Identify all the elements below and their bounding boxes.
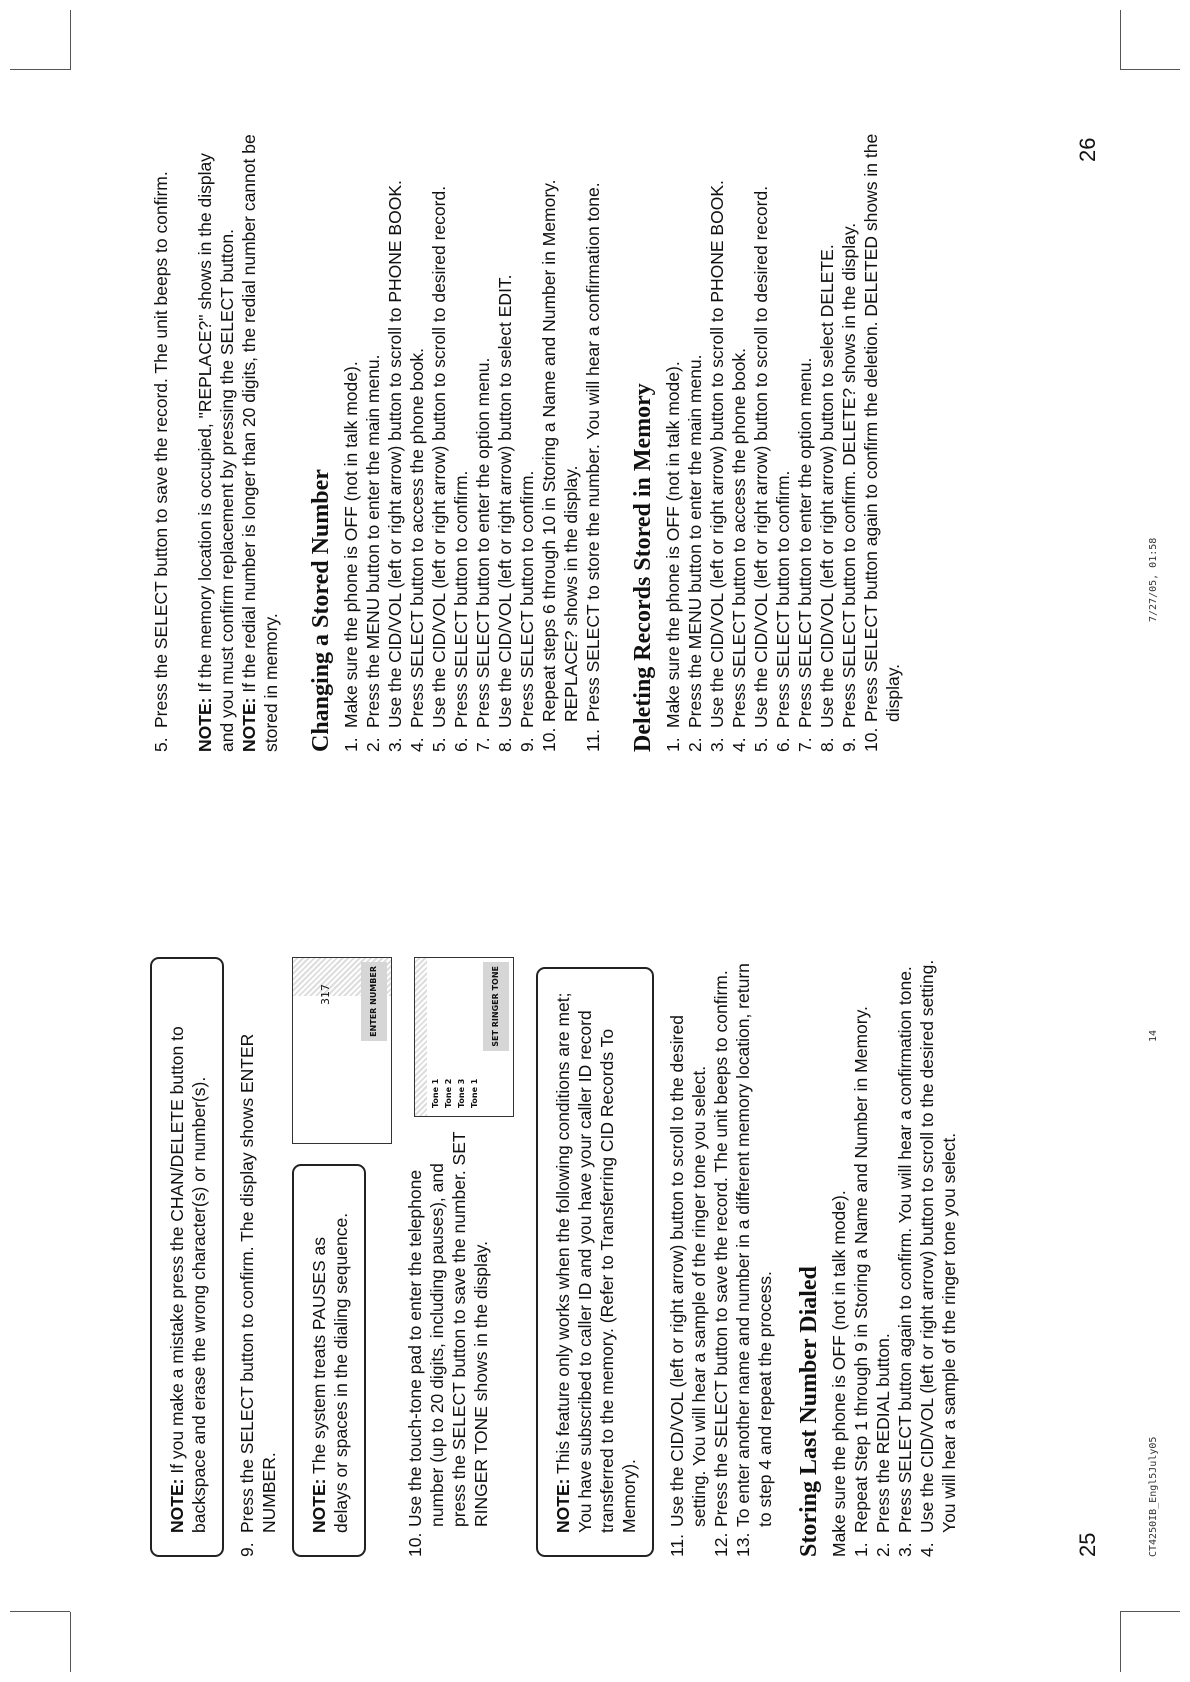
lcd-tone-item: Tone 2 xyxy=(444,1078,453,1108)
lcd-shading xyxy=(415,958,427,1116)
storing-intro: Make sure the phone is OFF (not in talk mode). xyxy=(829,1190,849,1557)
right-page xyxy=(150,132,904,752)
deleting-step: 1. Make sure the phone is OFF (not in talk mode). xyxy=(663,361,683,752)
crop-mark xyxy=(1120,10,1121,70)
note-pauses-box: NOTE: The system treats PAUSES as delays or spaces in the dialing sequence. xyxy=(292,1164,366,1557)
deleting-step: 2. Press the MENU button to enter the main menu. xyxy=(685,354,705,752)
changing-steps xyxy=(340,132,604,752)
lcd-header: ENTER NUMBER xyxy=(361,962,387,1041)
changing-step: 11. Press SELECT to store the number. You will hear a confirmation tone. xyxy=(583,182,603,752)
lcd-tone-item: Tone 3 xyxy=(457,1078,466,1108)
lcd-digits: 317 xyxy=(319,984,332,1005)
page-number-right: 26 xyxy=(1075,137,1100,162)
changing-step: 1. Make sure the phone is OFF (not in talk mode). xyxy=(341,361,361,752)
deleting-steps xyxy=(662,132,904,752)
crop-mark xyxy=(1120,1612,1121,1672)
note-backspace-box xyxy=(150,957,224,1557)
lcd-enter-number xyxy=(292,957,392,1144)
note-redial: NOTE: If the redial number is longer than 20 digits, the redial number cannot be stored in memory. xyxy=(239,134,281,752)
footer-date: 7/27/05, 01:58 xyxy=(1148,537,1159,622)
deleting-step: 5. Use the CID/VOL (left or right arrow) button to scroll to desired record. xyxy=(751,185,771,752)
footer-file: CT4250IB_Engl5July05 xyxy=(1148,1436,1159,1557)
crop-mark xyxy=(1120,1611,1180,1612)
heading-deleting-records: Deleting Records Stored in Memory xyxy=(630,383,656,752)
crop-mark xyxy=(1120,69,1180,70)
step-13: 13. To enter another name and number in a different memory location, return to step 4 and repeat the process. xyxy=(733,963,775,1557)
heading-storing-last-number: Storing Last Number Dialed xyxy=(796,1266,822,1557)
pauses-row xyxy=(292,957,392,1557)
storing-steps xyxy=(850,957,960,1557)
step-5: 5. Press the SELECT button to save the record. The unit beeps to confirm. xyxy=(151,171,171,752)
deleting-step: 6. Press SELECT button to confirm. xyxy=(773,470,793,752)
crop-mark xyxy=(70,10,71,70)
deleting-step: 10. Press SELECT button again to confirm the deletion. DELETED shows in the display. xyxy=(861,133,903,752)
note-replace: NOTE: If the memory location is occupied, "REPLACE?" shows in the display and you must confirm replacement by pressing the SELECT button. xyxy=(195,153,237,752)
crop-mark xyxy=(70,1612,71,1672)
page-number-left: 25 xyxy=(1075,1532,1100,1557)
changing-step: 4. Press SELECT button to access the phone book. xyxy=(407,347,427,752)
lcd-tone-item: Tone 1 xyxy=(431,1078,440,1108)
step-9: 9. Press the SELECT button to confirm. The display shows ENTER NUMBER. xyxy=(237,1033,279,1557)
steps-11-13 xyxy=(666,957,776,1557)
storing-step: 4. Use the CID/VOL (left or right arrow) button to scroll to the desired setting. You will hear a sample of the ringer tone you select. xyxy=(917,959,959,1557)
changing-step: 6. Press SELECT button to confirm. xyxy=(451,470,471,752)
note-label: NOTE: xyxy=(167,1478,187,1533)
step-11: 11. Use the CID/VOL (left or right arrow) button to scroll to the desired setting. You will hear a sample of the ringer tone you select. xyxy=(667,1015,709,1557)
lcd-header: SET RINGER TONE xyxy=(483,962,509,1051)
deleting-step: 8. Use the CID/VOL (left or right arrow) button to select DELETE. xyxy=(817,244,837,752)
crop-mark xyxy=(10,69,70,70)
deleting-step: 9. Press SELECT button to confirm. DELETE? shows in the display. xyxy=(839,222,859,752)
changing-step: 8. Use the CID/VOL (left or right arrow) button to select EDIT. xyxy=(495,274,515,752)
left-page xyxy=(150,957,960,1557)
changing-step: 7. Press SELECT button to enter the option menu. xyxy=(473,357,493,752)
note-text: If you make a mistake press the CHAN/DELETE button to backspace and erase the wrong character(s) or number(s). xyxy=(167,1026,209,1533)
step-10: 10. Use the touch-tone pad to enter the telephone number (up to 20 digits, including pauses), and press the SELECT button to save the number. SET RINGER TONE shows in the display. xyxy=(405,1131,491,1557)
changing-step: 2. Press the MENU button to enter the main menu. xyxy=(363,354,383,752)
deleting-step: 3. Use the CID/VOL (left or right arrow) button to scroll to PHONE BOOK. xyxy=(707,180,727,752)
step-12: 12. Press the SELECT button to save the record. The unit beeps to confirm. xyxy=(711,970,731,1557)
deleting-step: 4. Press SELECT button to access the phone book. xyxy=(729,347,749,752)
changing-step: 10. Repeat steps 6 through 10 in Storing a Name and Number in Memory. REPLACE? shows in the display. xyxy=(539,179,581,752)
storing-step: 2. Press the REDIAL button. xyxy=(873,1333,893,1557)
storing-step: 1. Repeat Step 1 through 9 in Storing a Name and Number in Memory. xyxy=(851,1006,871,1557)
footer-sheet: 14 xyxy=(1148,1029,1159,1042)
lcd-ringer-tone xyxy=(414,957,514,1117)
changing-step: 9. Press SELECT button to confirm. xyxy=(517,470,537,752)
note-feature-box: NOTE: This feature only works when the following conditions are met; You have subscribed to caller ID and you have your caller ID record transferred to the memory. (Refer to Transferring CID Records To Memory). xyxy=(536,967,654,1557)
deleting-step: 7. Press SELECT button to enter the option menu. xyxy=(795,357,815,752)
changing-step: 5. Use the CID/VOL (left or right arrow) button to scroll to desired record. xyxy=(429,185,449,752)
crop-mark xyxy=(10,1611,70,1612)
lcd-tone-item: Tone 1 xyxy=(470,1078,479,1108)
changing-step: 3. Use the CID/VOL (left or right arrow) button to scroll to PHONE BOOK. xyxy=(385,180,405,752)
heading-changing-stored-number: Changing a Stored Number xyxy=(308,469,334,752)
step10-row xyxy=(404,957,514,1557)
storing-step: 3. Press SELECT button again to confirm. You will hear a confirmation tone. xyxy=(895,966,915,1557)
